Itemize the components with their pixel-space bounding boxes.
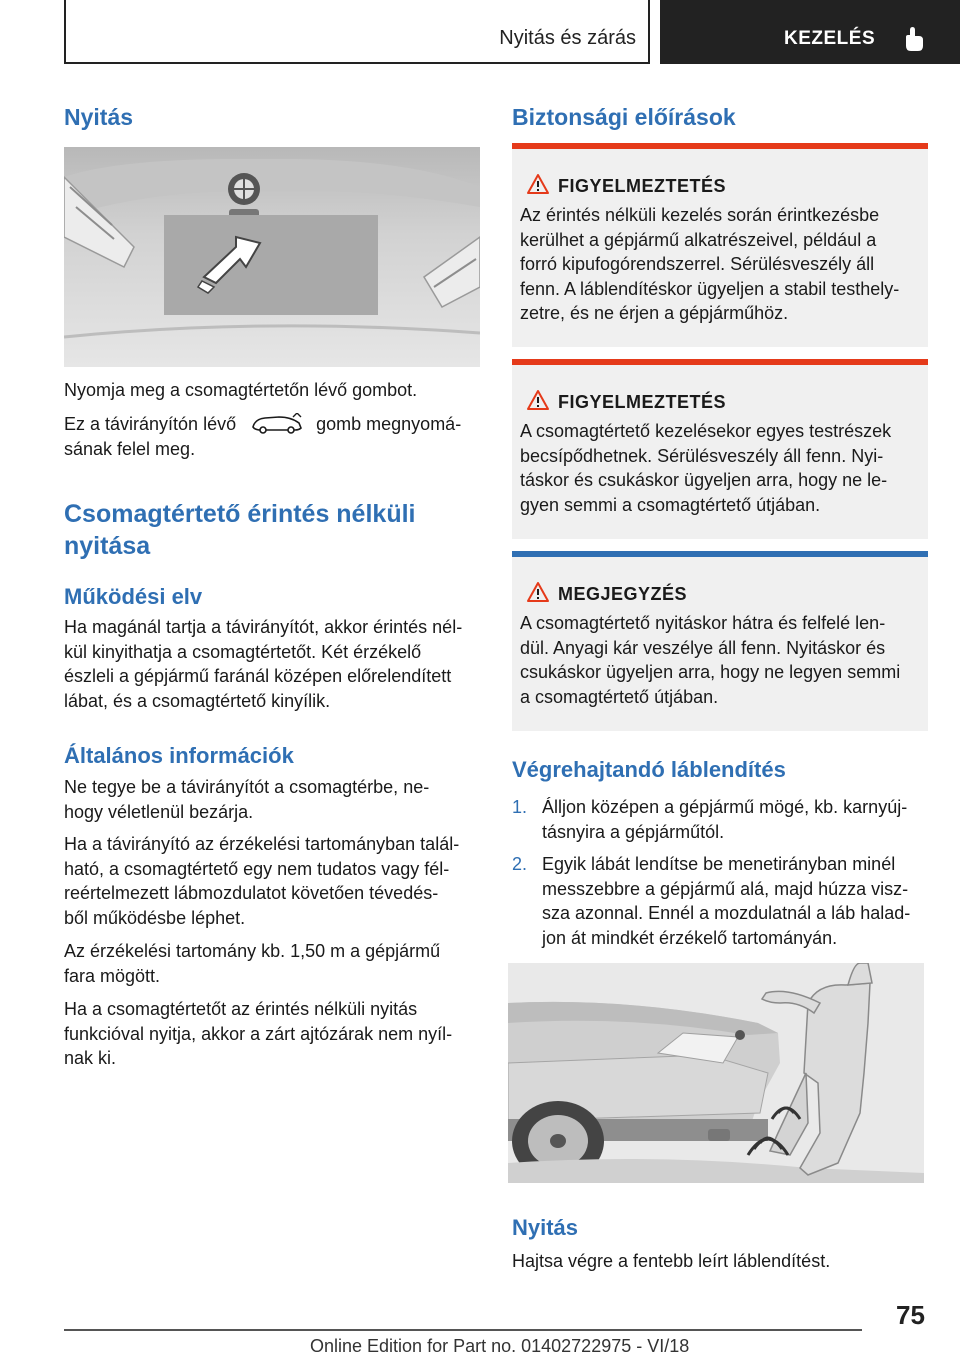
general-line: Ha a távirányító az érzékelési tartományban talál-	[64, 834, 460, 854]
warning-line: kerülhet a gépjármű alkatrészeivel, például a	[520, 229, 877, 250]
warning-line: gyen semmi a csomagtértető útjában.	[520, 494, 821, 515]
warning-text	[520, 419, 922, 517]
paragraph-general-1	[64, 775, 484, 824]
heading-opening: Nyitás	[64, 104, 134, 130]
note-title: MEGJEGYZÉS	[558, 584, 688, 604]
foot-gesture-illustration	[508, 963, 924, 1183]
step-item	[512, 795, 932, 845]
paragraph-general-3	[64, 939, 484, 988]
footer-rule	[64, 1329, 862, 1331]
general-line: Az érzékelési tartomány kb. 1,50 m a gépjármű	[64, 941, 441, 961]
foot-gesture-svg	[508, 963, 924, 1183]
general-line: Ne tegye be a távirányítót a csomagtérbe, ne-	[64, 777, 430, 797]
heading-foot-motion: Végrehajtandó láblendítés	[512, 757, 786, 782]
paragraph-general-2	[64, 832, 484, 930]
remote-text-c: sának felel meg.	[64, 438, 196, 459]
principle-line: lábat, és a csomagtértető kinyílik.	[64, 690, 331, 711]
step-text	[542, 795, 928, 844]
paragraph-final: Hajtsa végre a fentebb leírt láblendítést.	[512, 1251, 831, 1271]
general-line: ből működésbe léphet.	[64, 907, 246, 928]
warning-line: A csomagtértető kezelésekor egyes testrészek	[520, 421, 892, 441]
warning-title: FIGYELMEZTETÉS	[558, 392, 727, 412]
principle-line: észleli a gépjármű faránál középen előrelendített	[64, 666, 452, 686]
general-line: hogy véletlenül bezárja.	[64, 801, 254, 822]
general-line: funkcióval nyitja, akkor a zárt ajtózárak nem nyíl-	[64, 1023, 453, 1044]
paragraph-press-button: Nyomja meg a csomagtértetőn lévő gombot.	[64, 380, 418, 400]
note-triangle-icon	[526, 581, 550, 603]
heading-touchless-line1: Csomagtértető érintés nélküli	[64, 500, 416, 528]
warning-line: fenn. A láblendítéskor ügyeljen a stabil testhely-	[520, 278, 900, 299]
warning-line: Az érintés nélküli kezelés során érintkezésbe	[520, 205, 880, 225]
note-line: a csomagtértető útjában.	[520, 686, 719, 707]
chapter-tab	[660, 0, 960, 64]
step-line: tásnyira a gépjárműtól.	[542, 821, 725, 842]
heading-touchless-line2: nyitása	[64, 532, 151, 560]
step-line: jon át mindkét érzékelő tartományán.	[542, 927, 838, 948]
general-line: Ha a csomagtértetőt az érintés nélküli nyitás	[64, 999, 418, 1019]
heading-safety: Biztonsági előírások	[512, 104, 736, 130]
heading-touchless-opening	[64, 498, 484, 562]
warning-triangle-icon	[526, 389, 550, 411]
warning-bar	[512, 143, 928, 149]
step-line: Álljon középen a gépjármű mögé, kb. karnyúj-	[542, 797, 908, 817]
general-line: fara mögött.	[64, 965, 161, 986]
step-line: sza azonnal. Ennél a mozdulatnál a láb halad-	[542, 903, 911, 923]
remote-text-b: gomb megnyomá-	[316, 414, 462, 434]
note-bar	[512, 551, 928, 557]
warning-text	[520, 203, 922, 326]
footer-edition: Online Edition for Part no. 01402722975 - VI/18	[310, 1336, 690, 1356]
principle-line: kül kinyithatja a csomagtértetőt. Két érzékelő	[64, 641, 422, 662]
warning-line: forró kipufogórendszerrel. Sérülésveszély áll	[520, 254, 875, 274]
step-number: 2.	[512, 854, 528, 874]
note-line: A csomagtértető nyitáskor hátra és felfelé len-	[520, 613, 886, 633]
chapter-title: KEZELÉS	[784, 28, 876, 49]
paragraph-principle	[64, 615, 484, 713]
paragraph-remote-equivalent	[64, 412, 484, 461]
warning-line: táskor és csukáskor ügyeljen arra, hogy ne le-	[520, 470, 888, 490]
note-text	[520, 611, 922, 709]
warning-title: FIGYELMEZTETÉS	[558, 176, 727, 196]
heading-general-info: Általános információk	[64, 743, 294, 768]
heading-opening-result: Nyitás	[512, 1215, 579, 1240]
header-section-box	[64, 0, 650, 64]
general-line: ható, a csomagtértető egy nem tudatos vagy fél-	[64, 858, 450, 879]
step-number: 1.	[512, 797, 528, 817]
paragraph-general-4	[64, 997, 484, 1071]
general-line: reértelmezett lábmozdulatot követően tévedés-	[64, 883, 439, 903]
warning-triangle-icon	[526, 173, 550, 195]
trunk-button-illustration	[64, 147, 480, 367]
step-line: Egyik lábát lendítse be menetirányban minél	[542, 854, 896, 874]
warning-line: zetre, és ne érjen a gépjárműhöz.	[520, 303, 789, 323]
warning-box-pinch	[512, 359, 928, 539]
remote-text-a: Ez a távirányítón lévő	[64, 414, 237, 434]
step-item	[512, 852, 932, 952]
warning-bar	[512, 359, 928, 365]
step-text	[542, 852, 928, 950]
trunk-illustration-svg	[64, 147, 480, 367]
heading-principle: Működési elv	[64, 584, 203, 609]
note-line: dül. Anyagi kár veszélye áll fenn. Nyitáskor és	[520, 637, 886, 658]
general-line: nak ki.	[64, 1048, 117, 1068]
note-box-damage	[512, 551, 928, 731]
section-title: Nyitás és zárás	[499, 27, 636, 49]
warning-box-hot-parts	[512, 143, 928, 347]
principle-line: Ha magánál tartja a távirányítót, akkor érintés nél-	[64, 617, 463, 637]
page-number: 75	[896, 1300, 925, 1330]
car-trunk-icon	[249, 413, 305, 435]
warning-line: becsípődhetnek. Sérülésveszély áll fenn. Nyi-	[520, 445, 884, 466]
note-line: csukáskor ügyeljen arra, hogy ne legyen semmi	[520, 662, 901, 682]
hand-pointer-icon	[898, 24, 928, 54]
step-line: messzebbre a gépjármű alá, majd húzza visz-	[542, 878, 909, 899]
